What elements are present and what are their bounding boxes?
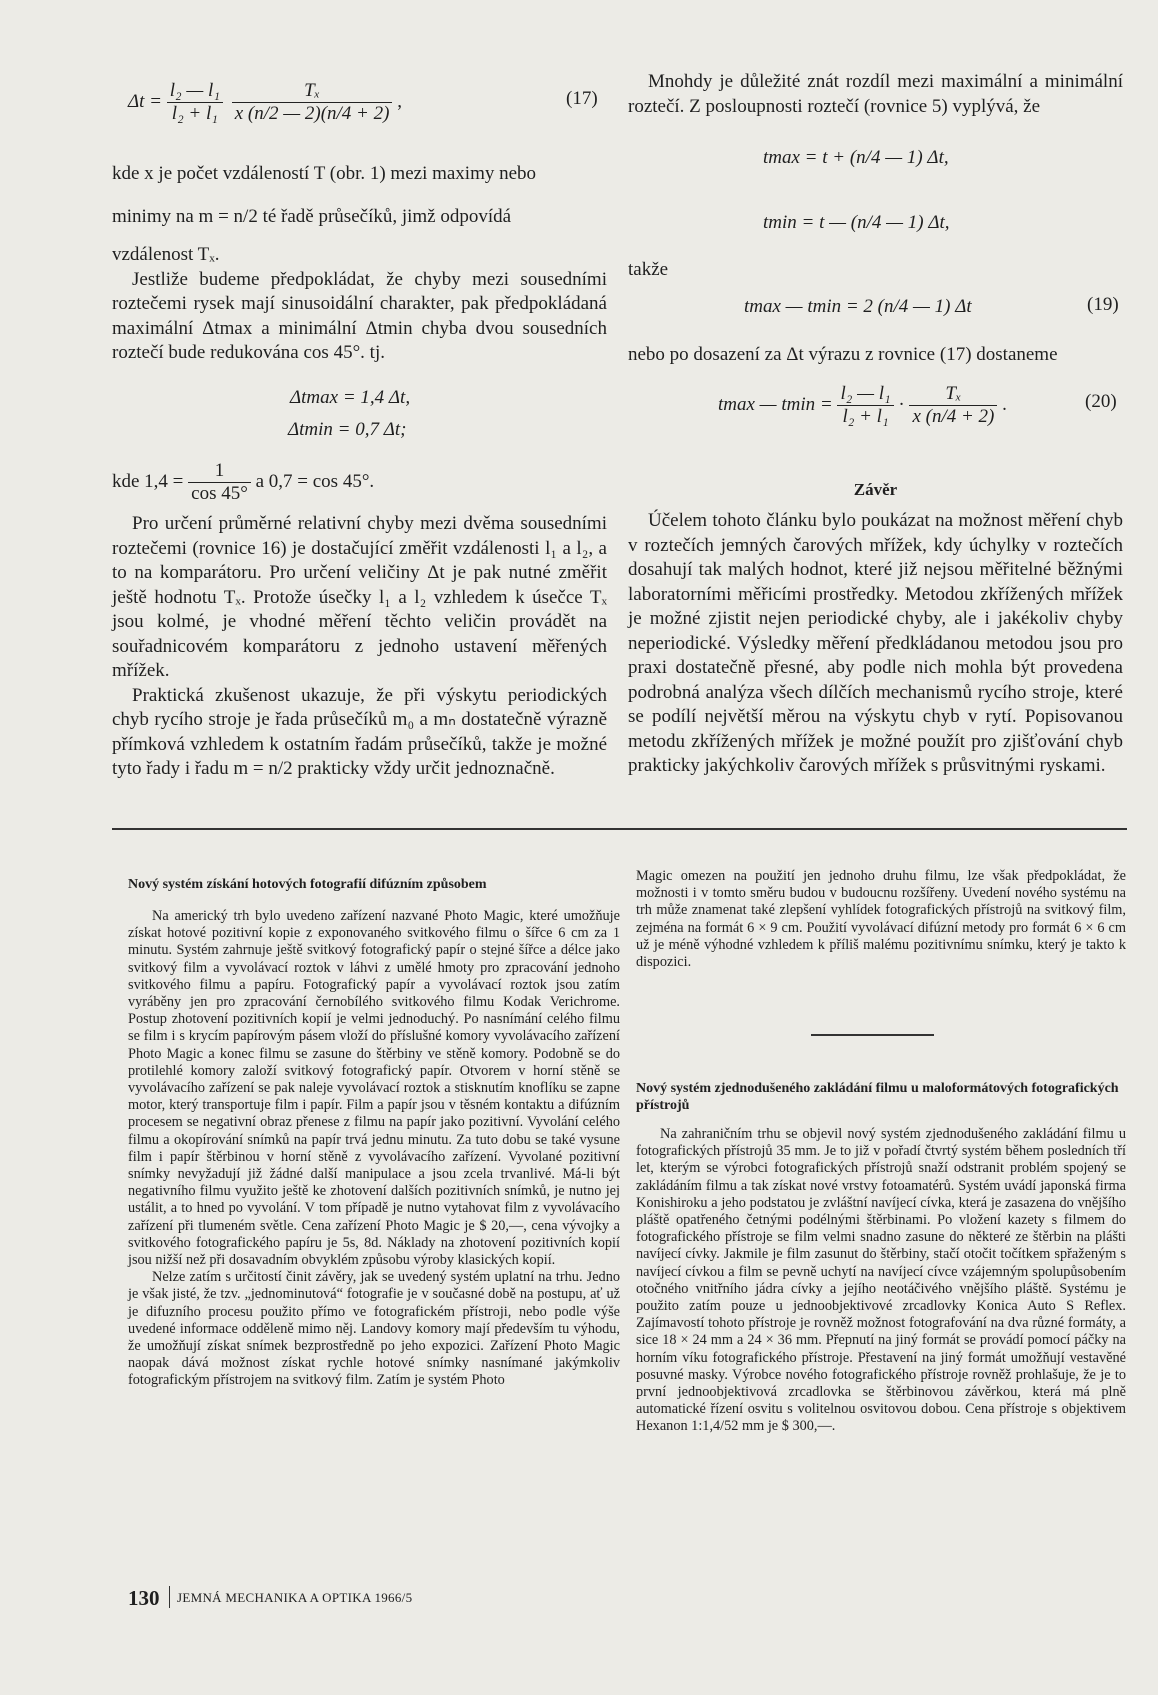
- section-divider: [112, 828, 1127, 830]
- news-heading-film-loading: Nový systém zjednodušeného zakládání filmu u maloformátových fotografických přístrojů: [636, 1081, 1119, 1113]
- eq20-frac2: $\frac{\text{Tₓ}}{x (n/4 + 2)}$: [909, 383, 997, 428]
- paragraph: minimy na m = n/2 té řadě průsečíků, jimž odpovídá: [112, 205, 512, 227]
- paragraph: nebo po dosazení za Δt výrazu z rovnice (17) dostaneme: [628, 344, 1058, 365]
- eq20-frac1: $\frac{\text{l₂ — l₁}}{\text{l₂ + l₁}}$: [837, 383, 893, 428]
- paragraph: Jestliže budeme předpokládat, že chyby mezi sousedními roztečemi rysek mají sinusoidální charakter, pak předpokládaná maximální Δtmax a minimální Δtmin chyba dvou sousedních roztečí bude redukována cos 45°. tj.: [112, 268, 607, 363]
- short-divider: [811, 1034, 934, 1036]
- equation-dtmin: Δtmin = 0,7 Δt;: [288, 419, 407, 440]
- section-heading-zaver: Závěr: [853, 480, 898, 499]
- news-heading-photo-magic: Nový systém získání hotových fotografií difúzním způsobem: [128, 877, 487, 892]
- equation-17: Δt = $\frac{\text{l₂ — l₁}}{\text{l₂ + l₁}}$ $\frac{\text{Tₓ}}{x (n/2 — 2)(n/4 + 2)}$ ,: [128, 80, 402, 124]
- right-top-p2: [628, 343, 1123, 368]
- right-top-conclusion: [628, 509, 1123, 779]
- paragraph: vzdálenost Tₓ.: [112, 244, 220, 265]
- kde-frac: $\frac{1}{\cos 45^\circ}$: [188, 460, 251, 505]
- equation-tmax: tmax = t + (n/4 — 1) Δt,: [763, 147, 949, 168]
- paragraph: kde x je počet vzdáleností T (obr. 1) mezi maximy nebo: [112, 163, 537, 184]
- takze: takže: [628, 259, 669, 280]
- footer-separator: [169, 1586, 170, 1608]
- journal-title: JEMNÁ MECHANIKA A OPTIKA 1966/5: [177, 1590, 413, 1605]
- paragraph: Mnohdy je důležité znát rozdíl mezi maximální a minimální roztečí. Z posloupnosti roztečí (rovnice 5) vyplývá, že: [628, 71, 1123, 117]
- eq17-frac1: $\frac{\text{l₂ — l₁}}{\text{l₂ + l₁}}$: [167, 80, 223, 125]
- page-number: 130: [128, 1586, 160, 1610]
- eq17-number: (17): [566, 88, 598, 109]
- eq17-frac2: $\frac{\text{Tₓ}}{x (n/2 — 2)(n/4 + 2)}$: [232, 80, 393, 125]
- paragraph: Účelem tohoto článku bylo poukázat na možnost měření chyb v roztečích jemných čarových mřížek, kdy úchylky v roztečích dosahují tak malých hodnot, které již nejsou měřitelné běžnými laboratorními měřicími prostředky. Metodou zkřížených mřížek je možné zjistit nejen periodické chyby, ale i jakékoliv chyby neperiodické. Výsledky měření předkládanou metodou jsou pro praxi dostatečně přesné, aby podle nich mohla být provedena podrobná analýza všech dílčích mechanismů rycího stroje, které se podílí největší měrou na výskytu chyb v rytí. Popisovanou metodu zkřížených mřížek je možné použít pro zjišťování chyb prakticky jakýchkoliv čarových mřížek s průsvitnými ryskami.: [628, 510, 1123, 776]
- news-right-continuation: [636, 868, 1126, 971]
- left-top-column-b: [112, 512, 607, 782]
- paragraph: Nelze zatím s určitostí činit závěry, jak se uvedený systém uplatní na trhu. Jedno je však jisté, že tzv. „jednominutová“ fotografie je v současné době na postupu, ať už je difuzního procesu použito přímo ve fotografickém přístroji, nebo podle výše uvedené informace odděleně mimo něj. Landovy komory mají především tu výhodu, že umožňují získat snímek bezprostředně po jeho expozici. Zařízení Photo Magic naopak dává možnost získat rychle hotové snímky nasnímané jakýmkoliv fotografickým přístrojem na svitkový film. Zatím je systém Photo: [128, 1269, 620, 1389]
- equation-dtmax: Δtmax = 1,4 Δt,: [290, 387, 411, 408]
- equation-19: tmax — tmin = 2 (n/4 — 1) Δt: [744, 296, 972, 317]
- news-left-column: [128, 908, 620, 1390]
- kde-line: kde 1,4 = $\frac{1}{\cos 45^\circ}$ a 0,7 = cos 45°.: [112, 460, 375, 504]
- eq19-number: (19): [1087, 294, 1119, 315]
- equation-tmin: tmin = t — (n/4 — 1) Δt,: [763, 212, 950, 233]
- left-top-column: [112, 162, 607, 366]
- news-right-column: [636, 1126, 1126, 1436]
- eq20-number: (20): [1085, 391, 1117, 412]
- eq17-lhs: Δt =: [128, 90, 163, 112]
- equation-20: tmax — tmin = $\frac{\text{l₂ — l₁}}{\text{l₂ + l₁}}$ · $\frac{\text{Tₓ}}{x (n/4 + 2)}$ .: [718, 383, 1007, 427]
- paragraph: Praktická zkušenost ukazuje, že při výskytu periodických chyb rycího stroje je řada průsečíků m₀ a mₙ dostatečně výrazně přímková vzhledem k ostatním řadám průsečíků, takže je možné tyto řady i řadu m = n/2 prakticky vždy určit jednoznačně.: [112, 684, 607, 779]
- paragraph: Na americký trh bylo uvedeno zařízení nazvané Photo Magic, které umožňuje získat hotové pozitivní kopie z exponovaného svitkového filmu o šířce 6 cm za 1 minutu. Systém zahrnuje ještě svitkový fotografický papír o stejné šířce a délce jako svitkový film a vyvolávací roztok v láhvi z umělé hmoty pro zpracování jednoho svitkového filmu a papíru. Fotografický papír a vyvolávací roztok jsou zatím vyráběny jen pro zpracování černobílého svitkového filmu Kodak Verichrome. Postup zhotovení pozitivních kopií je velmi jednoduchý. Po nasnímání celého filmu se film i s krycím papírovým pásem vloží do příslušné komory vyvolávacího zařízení Photo Magic a konec filmu se zasune do štěrbiny ve stěně komory. Podobně se do protilehlé komory založí svitkový fotografický papír. Otvorem v horní stěně se vyvolávacího zařízení se pak naleje vyvolávací roztok a stisknutím knoflíku se zapne motor, který transportuje film i papír. Film a papír jsou v těsném kontaktu a difúzním procesem se negativní obraz přenese z filmu na papír jako pozitivní. Vyvolání celého filmu a okopírování snímků na papír trvá jednu minutu. Za tuto dobu se také vysune film i papír štěrbinou v horní stěně z vyvolávacího zařízení. Vyvolané pozitivní snímky nevyžadují již žádné další manipulace a jsou zcela trvanlivé. Má-li být negativního filmu využito ještě ke zhotovení dalších pozitivních snímků, je nutno jej ustálit, a to hned po vyvolání. V tom případě je nutno vytahovat film z vyvolávacího zařízení při tlumeném světle. Cena zařízení Photo Magic je $ 20,—, cena vývojky a svitkového fotografického papíru je 5s, 8d. Náklady na zhotovení pozitivních kopií jsou nižší než při dosavadním obvyklém způsobu výroby klasických kopií.: [128, 908, 620, 1269]
- paragraph: Pro určení průměrné relativní chyby mezi dvěma sousedními roztečemi (rovnice 16) je dostačující změřit vzdálenosti l₁ a l₂, a to na komparátoru. Pro určení veličiny Δt je pak nutné změřit ještě hodnotu Tₓ. Protože úsečky l₁ a l₂ vzhledem k úsečce Tₓ jsou kolmé, je vhodné měření těchto veličin provádět na souřadnicovém komparátoru z jednoho ustavení měřených mřížek.: [112, 513, 607, 681]
- paragraph: Magic omezen na použití jen jednoho druhu filmu, lze však předpokládat, že možnosti i v tomto směru budou v budoucnu rozšířeny. Uvedení nového systému na trh může znamenat také zlepšení vyhlídek fotografických přístrojů na svitkový film, zejména na formát 6 × 9 cm. Použití vyvolávací difúzní metody pro formát 6 × 6 cm už je méně výhodné vzhledem k příliš malému pozitivnímu snímku, který je takto k dispozici.: [636, 868, 1126, 971]
- right-top-column: [628, 70, 1123, 119]
- paragraph: Na zahraničním trhu se objevil nový systém zjednodušeného zakládání filmu u fotografických přístrojů 35 mm. Je to již v pořadí čtvrtý systém během posledních tří let, kterým se výrobci fotografických přístrojů snaží odstranit problém spojený se zakládáním filmu a tak získat nové vrstvy fotoamatérů. Systém uvádí japonská firma Konishiroku a jeho podstatou je zvláštní navíjecí cívka, která je zasazena do vnějšího pláště opatřeného četnými podélnými štěrbinami. Po vložení kazety s filmem do fotografického přístroje se film velmi snadno zasune do některé ze štěrbin na plášti navíjecí cívky. Jakmile je film zasunut do štěrbiny, stačí otočit točítkem spřaženým s navíjecí cívkou a film se pevně uchytí na navíjecí cívce vzájemným spolupůsobením otočného vnitřního jádra cívky a jejího neotáčivého vnějšího pláště. Systému je použito zatím pouze u jednoobjektivové zrcadlovky Konica Auto S Reflex. Zajímavostí tohoto přístroje je rovněž možnost fotografování na dva různé formáty, a sice 18 × 24 mm a 24 × 36 mm. Přepnutí na jiný formát se provádí pomocí páčky na horním víku fotografického přístroje. Přestavení na jiný formát umožňují vestavěné posuvné masky. Výrobce nového fotografického přístroje rovněž prohlašuje, že je to první jednoobjektivová zrcadlovka se štěrbinovou závěrkou, která má plně automatické řízení osvitu s volitelnou osvitovou dobou. Cena přístroje s objektivem Hexanon 1:1,4/52 mm je $ 300,—.: [636, 1126, 1126, 1435]
